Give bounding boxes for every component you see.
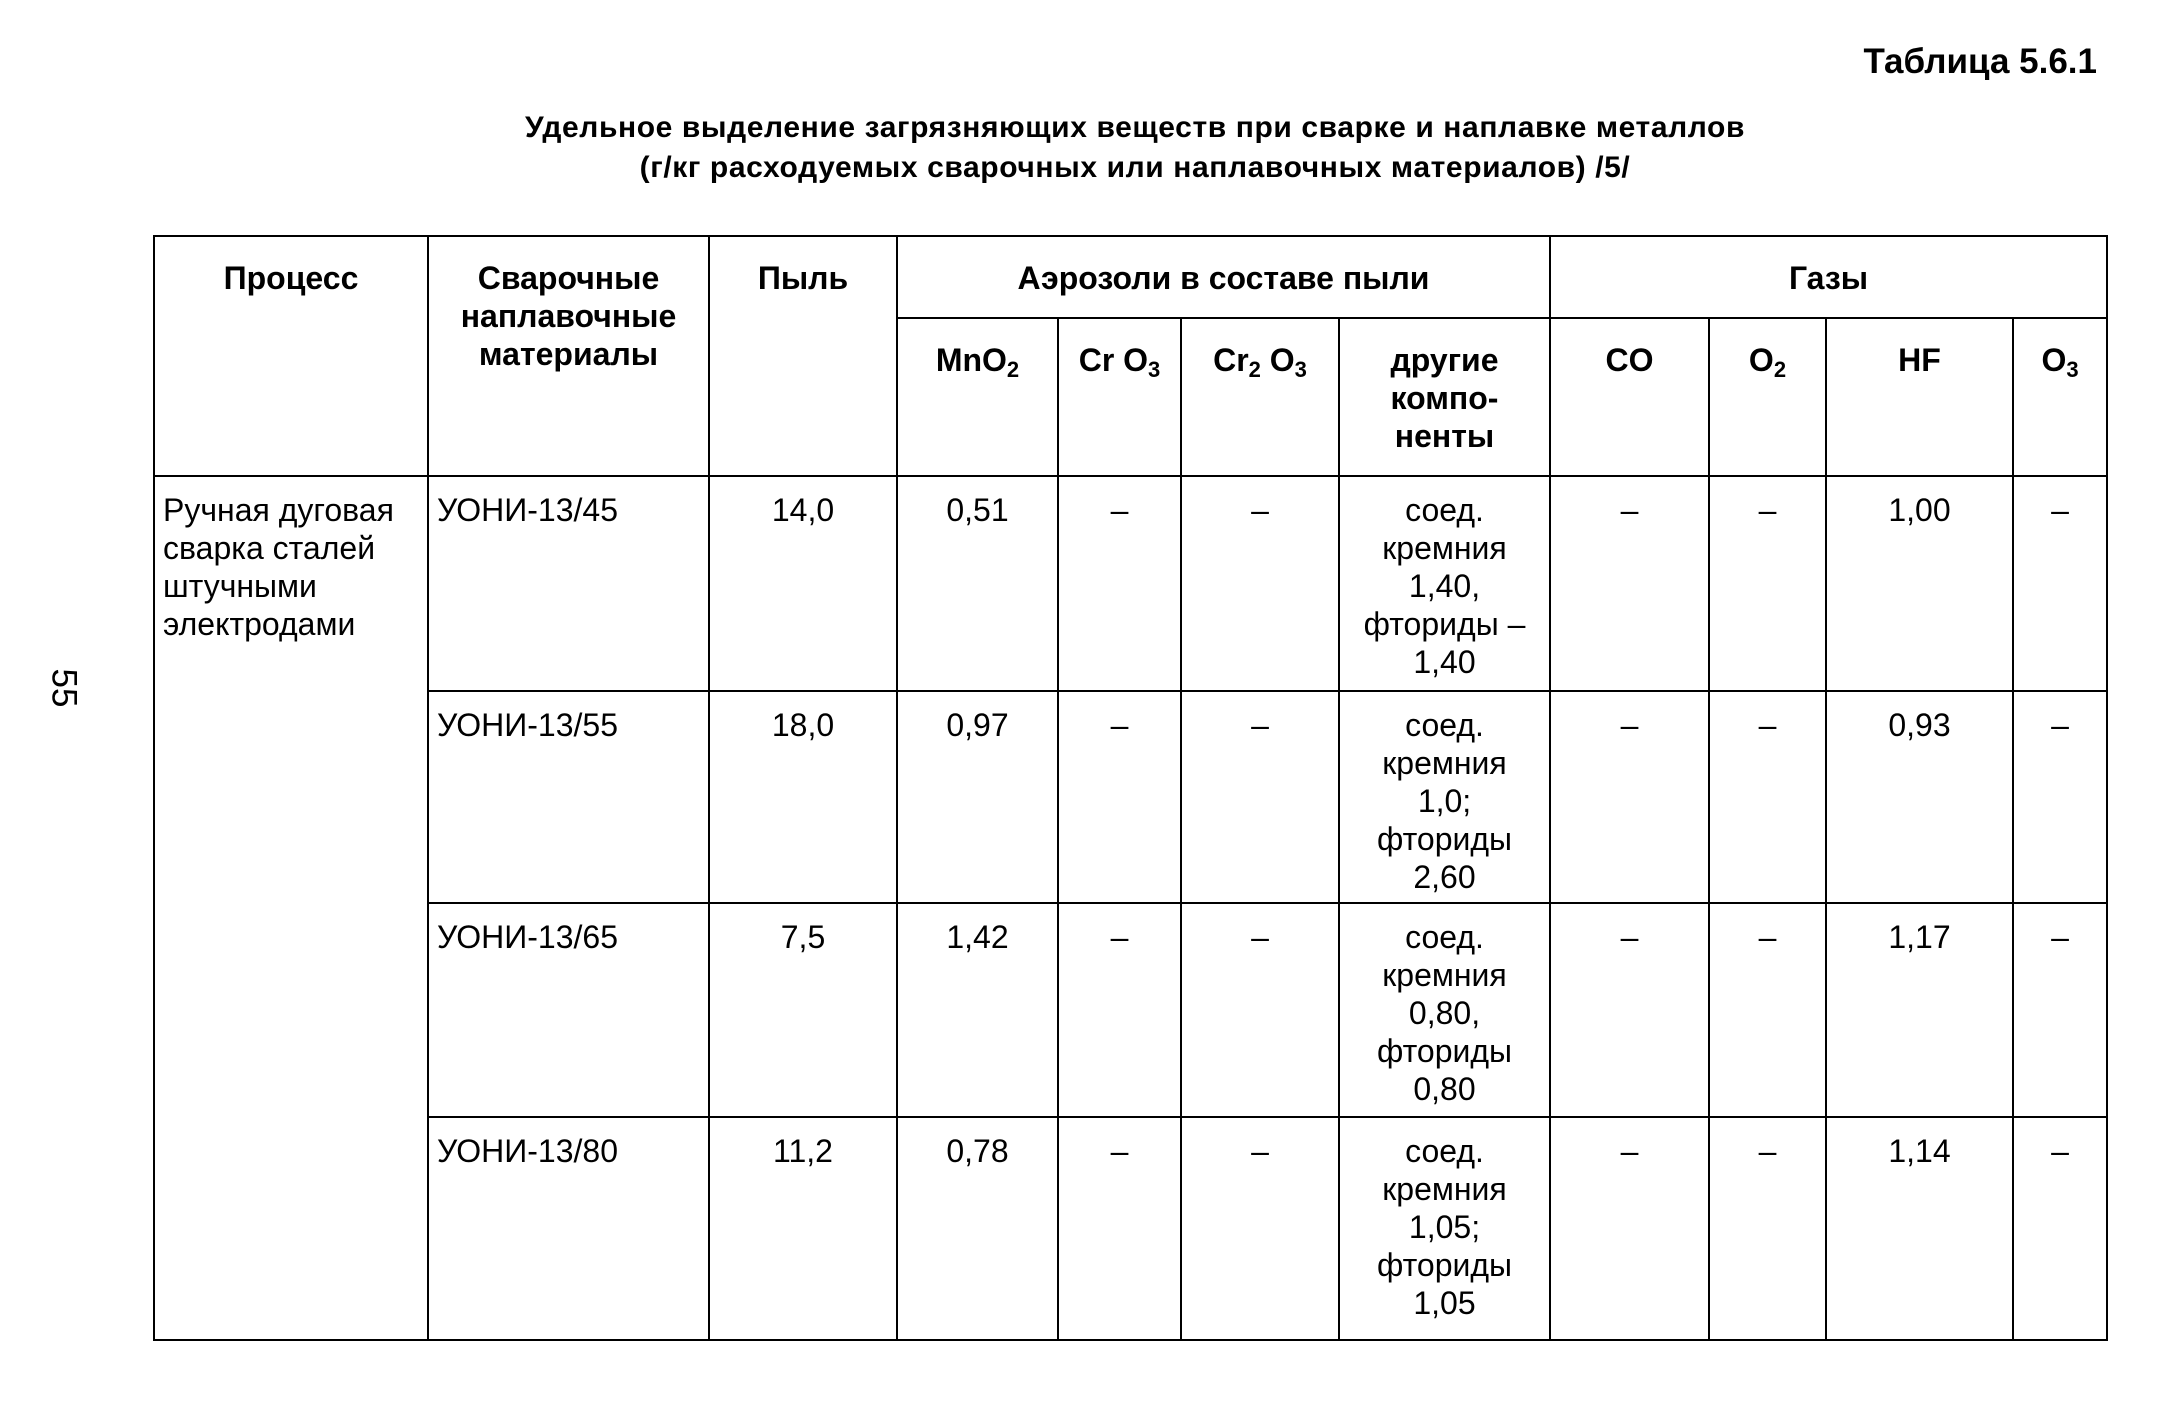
header-o3: $O_3$ — [2013, 318, 2107, 476]
header-o2: $O_2$ — [1709, 318, 1826, 476]
cr2o3-cell: – — [1181, 1117, 1339, 1340]
page-number: 55 — [44, 668, 84, 708]
o3-cell: – — [2013, 1117, 2107, 1340]
cr2o3-cell: – — [1181, 476, 1339, 691]
o2-cell: – — [1709, 1117, 1826, 1340]
dust-cell: 18,0 — [709, 691, 897, 903]
mno2-cell: 0,51 — [897, 476, 1058, 691]
co-cell: – — [1550, 903, 1709, 1117]
cro3-cell: – — [1058, 903, 1181, 1117]
o2-cell: – — [1709, 903, 1826, 1117]
o3-cell: – — [2013, 903, 2107, 1117]
material-cell: УОНИ-13/80 — [428, 1117, 709, 1340]
dust-cell: 7,5 — [709, 903, 897, 1117]
caption-line-2: (г/кг расходуемых сварочных или наплавочных материалов) /5/ — [639, 151, 1631, 184]
o2-cell: – — [1709, 691, 1826, 903]
cr2o3-cell: – — [1181, 903, 1339, 1117]
table-number: Таблица 5.6.1 — [1863, 42, 2097, 81]
mno2-cell: 0,97 — [897, 691, 1058, 903]
header-other-components: другие компо- ненты — [1339, 318, 1550, 476]
table-row — [154, 476, 2107, 691]
o3-cell: – — [2013, 476, 2107, 691]
header-co: CO — [1550, 318, 1709, 476]
header-dust: Пыль — [709, 236, 897, 476]
mno2-cell: 1,42 — [897, 903, 1058, 1117]
hf-cell: 1,00 — [1826, 476, 2013, 691]
hf-cell: 1,14 — [1826, 1117, 2013, 1340]
other-components-cell: соед. кремния 0,80, фториды 0,80 — [1339, 903, 1550, 1117]
other-components-cell: соед. кремния 1,40, фториды – 1,40 — [1339, 476, 1550, 691]
table-row — [154, 691, 2107, 903]
header-mno2: MnO$_2$ — [897, 318, 1058, 476]
header-cr2o3: $Cr_2$ $O_3$ — [1181, 318, 1339, 476]
mno2-cell: 0,78 — [897, 1117, 1058, 1340]
material-cell: УОНИ-13/45 — [428, 476, 709, 691]
table-row — [154, 903, 2107, 1117]
header-hf: HF — [1826, 318, 2013, 476]
other-components-cell: соед. кремния 1,05; фториды 1,05 — [1339, 1117, 1550, 1340]
dust-cell: 11,2 — [709, 1117, 897, 1340]
cr2o3-cell: – — [1181, 691, 1339, 903]
hf-cell: 1,17 — [1826, 903, 2013, 1117]
dust-cell: 14,0 — [709, 476, 897, 691]
emissions-table — [153, 235, 2108, 1341]
o2-cell: – — [1709, 476, 1826, 691]
header-materials: Сварочные наплавочные материалы — [428, 236, 709, 476]
table-caption — [0, 108, 2161, 188]
co-cell: – — [1550, 1117, 1709, 1340]
process-cell: Ручная дуговая сварка сталей штучными электродами — [154, 476, 428, 1340]
table-row — [154, 1117, 2107, 1340]
caption-line-1: Удельное выделение загрязняющих веществ при сварке и наплавке металлов — [525, 111, 1745, 144]
co-cell: – — [1550, 691, 1709, 903]
header-process: Процесс — [154, 236, 428, 476]
other-components-cell: соед. кремния 1,0; фториды 2,60 — [1339, 691, 1550, 903]
hf-cell: 0,93 — [1826, 691, 2013, 903]
cro3-cell: – — [1058, 476, 1181, 691]
o3-cell: – — [2013, 691, 2107, 903]
header-gases: Газы — [1550, 236, 2107, 318]
header-aerosols: Аэрозоли в составе пыли — [897, 236, 1550, 318]
co-cell: – — [1550, 476, 1709, 691]
cro3-cell: – — [1058, 691, 1181, 903]
cro3-cell: – — [1058, 1117, 1181, 1340]
header-cro3: Cr $O_3$ — [1058, 318, 1181, 476]
material-cell: УОНИ-13/65 — [428, 903, 709, 1117]
material-cell: УОНИ-13/55 — [428, 691, 709, 903]
